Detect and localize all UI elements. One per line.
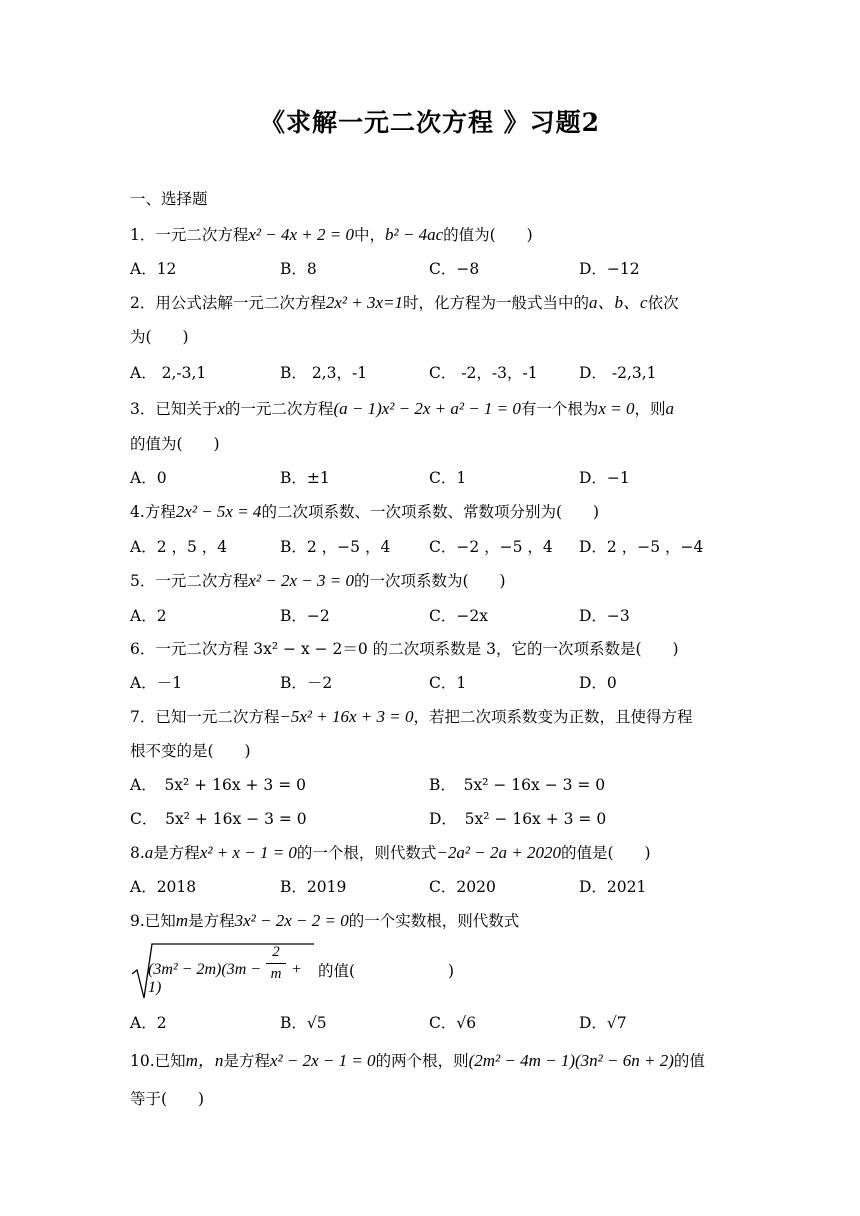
q9-expression-end: + 1) <box>148 961 302 996</box>
q1-option-c[interactable]: C．−8 <box>429 260 480 278</box>
q10-line-2: 等于( ) <box>130 1090 205 1108</box>
section-heading: 一、选择题 <box>130 190 208 208</box>
question-2 <box>130 292 740 314</box>
q2-options <box>130 362 740 384</box>
q10-equation: x² − 2x − 1 = 0 <box>269 1051 376 1070</box>
q9-text-mid: 是方程 <box>188 912 235 930</box>
q4-text-end: 的二次项系数、一次项系数、常数项分别为( ) <box>261 503 600 521</box>
q4-equation: 2x² − 5x = 4 <box>175 502 262 521</box>
q3-text-end: ，则 <box>634 400 666 418</box>
question-4 <box>130 501 740 523</box>
q1-option-d[interactable]: D．−12 <box>579 260 640 278</box>
q3-option-c[interactable]: C．1 <box>429 469 467 487</box>
q2-option-a[interactable]: A． 2,-3,1 <box>130 364 207 382</box>
q2-text-end: 依次 <box>647 294 679 312</box>
q2-line-2: 为( ) <box>130 328 189 346</box>
q3-var-x: x <box>217 399 225 418</box>
question-7 <box>130 706 740 728</box>
q7-option-a[interactable]: A． 5x² + 16x + 3 = 0 <box>130 776 306 794</box>
q5-equation: x² − 2x − 3 = 0 <box>248 571 354 590</box>
q5-option-d[interactable]: D．−3 <box>579 607 630 625</box>
q9-after-text: 的值( ) <box>318 962 455 980</box>
q7-option-d[interactable]: D． 5x² − 16x + 3 = 0 <box>429 810 607 828</box>
question-6: 6．一元二次方程 3x² − x − 2＝0 的二次项系数是 3，它的一次项系数是( ) <box>130 640 679 658</box>
q8-text-mid: 是方程 <box>153 844 200 862</box>
q9-option-c[interactable]: C．√6 <box>429 1014 477 1032</box>
q10-text-end: 的值 <box>673 1052 705 1070</box>
q5-option-b[interactable]: B．−2 <box>280 607 330 625</box>
question-9 <box>130 910 740 932</box>
q9-option-a[interactable]: A．2 <box>130 1014 167 1032</box>
q3-text-post: 有一个根为 <box>520 400 599 418</box>
q3-option-d[interactable]: D．−1 <box>579 469 630 487</box>
q3-line-2: 的值为( ) <box>130 435 220 453</box>
q6-option-c[interactable]: C．1 <box>429 674 467 692</box>
document-title: 《求解一元二次方程 》习题2 <box>259 108 601 137</box>
q2-option-c[interactable]: C． -2，-3，-1 <box>429 364 538 382</box>
q3-root: x = 0 <box>598 399 635 418</box>
q1-option-b[interactable]: B．8 <box>280 260 317 278</box>
q9-radicand <box>148 950 318 1005</box>
q5-text: 5．一元二次方程 <box>130 572 249 590</box>
q7-option-c[interactable]: C． 5x² + 16x − 3 = 0 <box>130 810 307 828</box>
q8-option-a[interactable]: A．2018 <box>130 878 197 896</box>
q9-option-d[interactable]: D．√7 <box>579 1014 627 1032</box>
q3-equation: (a − 1)x² − 2x + a² − 1 = 0 <box>333 399 521 418</box>
q5-option-c[interactable]: C．−2x <box>429 607 488 625</box>
q3-option-a[interactable]: A．0 <box>130 469 167 487</box>
q9-options <box>130 1012 740 1034</box>
q4-option-d[interactable]: D．2 ，−5 ，−4 <box>579 538 704 556</box>
q1-text-end: 的值为( ) <box>443 226 533 244</box>
q5-options <box>130 605 740 627</box>
q2-option-b[interactable]: B． 2,3，-1 <box>280 364 368 382</box>
q9-fraction <box>266 944 286 983</box>
q6-option-b[interactable]: B．－2 <box>280 674 333 692</box>
q9-text: 9.已知 <box>130 912 176 930</box>
q8-expression: −2a² − 2a + 2020 <box>436 843 561 862</box>
q7-options-row-1 <box>130 774 740 796</box>
question-3 <box>130 398 740 420</box>
q1-options <box>130 258 740 280</box>
q10-text-mid: 是方程 <box>223 1052 270 1070</box>
q4-option-a[interactable]: A．2 ，5 ，4 <box>130 538 228 556</box>
q9-option-b[interactable]: B．√5 <box>280 1014 327 1032</box>
q3-text-mid: 的一元二次方程 <box>224 400 334 418</box>
q6-option-a[interactable]: A．－1 <box>130 674 183 692</box>
q4-option-b[interactable]: B．2 ，−5 ，4 <box>280 538 391 556</box>
q6-options <box>130 672 740 694</box>
q3-text: 3．已知关于 <box>130 400 218 418</box>
q4-option-c[interactable]: C．−2 ，−5 ，4 <box>429 538 553 556</box>
fraction-denominator: m <box>270 966 282 982</box>
q2-text-mid: 时，化方程为一般式当中的 <box>403 294 590 312</box>
q1-text: 1．一元二次方程 <box>130 226 249 244</box>
q1-equation: x² − 4x + 2 = 0 <box>248 225 354 244</box>
q8-option-d[interactable]: D．2021 <box>579 878 647 896</box>
q4-text: 4.方程 <box>130 503 176 521</box>
question-5 <box>130 570 740 592</box>
q2-text: 2．用公式法解一元二次方程 <box>130 294 326 312</box>
q7-option-b[interactable]: B． 5x² − 16x − 3 = 0 <box>429 776 606 794</box>
q4-options <box>130 536 740 558</box>
q7-line-2: 根不变的是( ) <box>130 742 251 760</box>
q7-text: 7．已知一元二次方程 <box>130 708 280 726</box>
q1-discriminant: b² − 4ac <box>385 225 444 244</box>
q3-option-b[interactable]: B．±1 <box>280 469 330 487</box>
fraction-bar <box>266 963 286 964</box>
q8-text-end: 的值是( ) <box>560 844 651 862</box>
q10-expression: (2m² − 4m − 1)(3n² − 6n + 2) <box>468 1051 674 1070</box>
question-10 <box>130 1050 740 1072</box>
q8-option-b[interactable]: B．2019 <box>280 878 347 896</box>
q10-vars: m，n <box>185 1051 224 1070</box>
q8-equation: x² + x − 1 = 0 <box>199 843 297 862</box>
q2-equation: 2x² + 3x=1 <box>325 293 404 312</box>
q8-options <box>130 876 740 898</box>
q9-equation: 3x² − 2x − 2 = 0 <box>234 911 349 930</box>
q3-var-a: a <box>665 399 674 418</box>
q9-expression: (3m² − 2m)(3m − <box>148 961 266 978</box>
q8-text: 8. <box>130 844 145 862</box>
q8-text-mid2: 的一个根，则代数式 <box>296 844 437 862</box>
q8-var-a: a <box>144 843 154 862</box>
q1-text-mid: 中， <box>353 226 385 244</box>
q7-text-end: ，若把二次项系数变为正数，且使得方程 <box>413 708 693 726</box>
question-8 <box>130 842 740 864</box>
q2-coefficients: a、b、c <box>589 293 648 312</box>
q10-text: 10.已知 <box>130 1052 186 1070</box>
q1-option-a[interactable]: A．12 <box>130 260 177 278</box>
fraction-numerator: 2 <box>272 944 280 960</box>
q2-option-d[interactable]: D． -2,3,1 <box>579 364 657 382</box>
q7-options-row-2 <box>130 808 740 830</box>
q9-var-m: m <box>175 911 189 930</box>
q5-option-a[interactable]: A．2 <box>130 607 167 625</box>
q6-option-d[interactable]: D．0 <box>579 674 617 692</box>
q5-text-end: 的一次项系数为( ) <box>353 572 506 590</box>
question-1 <box>130 224 740 246</box>
q9-text-end: 的一个实数根，则代数式 <box>348 912 520 930</box>
q7-equation: −5x² + 16x + 3 = 0 <box>279 707 414 726</box>
q3-options <box>130 467 740 489</box>
q8-option-c[interactable]: C．2020 <box>429 878 496 896</box>
q10-text-mid2: 的两个根，则 <box>375 1052 469 1070</box>
